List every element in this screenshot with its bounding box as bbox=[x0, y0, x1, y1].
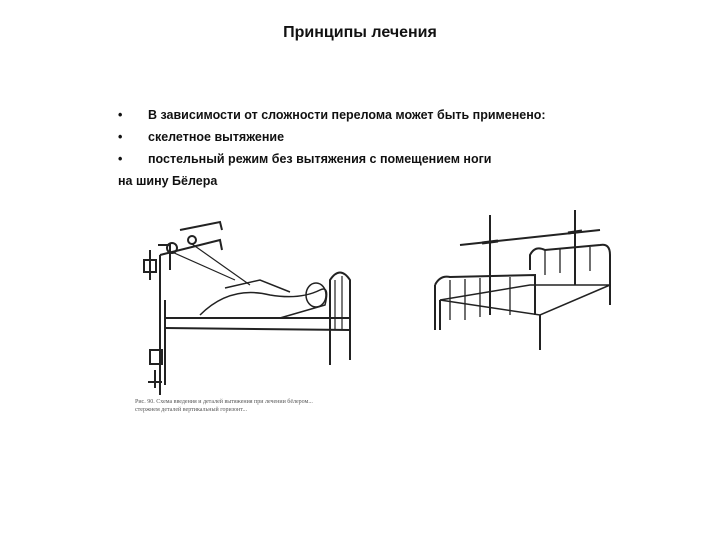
bed-with-overhead-frame-illustration bbox=[420, 205, 620, 355]
slide-title: Принципы лечения bbox=[283, 24, 437, 41]
list-item bbox=[118, 148, 546, 170]
list-item bbox=[118, 126, 546, 148]
bullet-text: постельный режим без вытяжения с помещением ноги bbox=[148, 152, 492, 166]
bullet-text: В зависимости от сложности перелома может быть применено: bbox=[148, 108, 546, 122]
caption-line: Рис. 90. Схема введения и деталей вытяжения при лечении бёлером... bbox=[135, 399, 313, 405]
bullet-list bbox=[118, 104, 546, 192]
bullet-text: скелетное вытяжение bbox=[148, 130, 285, 144]
caption-line: стержнем деталей вертикальный горизонт... bbox=[135, 407, 247, 413]
bullet-icon: • bbox=[118, 108, 123, 122]
bullet-icon: • bbox=[118, 130, 123, 144]
bed-with-skeletal-traction-illustration bbox=[130, 210, 370, 395]
bullet-icon: • bbox=[118, 152, 123, 166]
list-item bbox=[118, 104, 546, 126]
figure-caption bbox=[135, 398, 375, 414]
bullet-continuation: на шину Бёлера bbox=[118, 174, 218, 188]
